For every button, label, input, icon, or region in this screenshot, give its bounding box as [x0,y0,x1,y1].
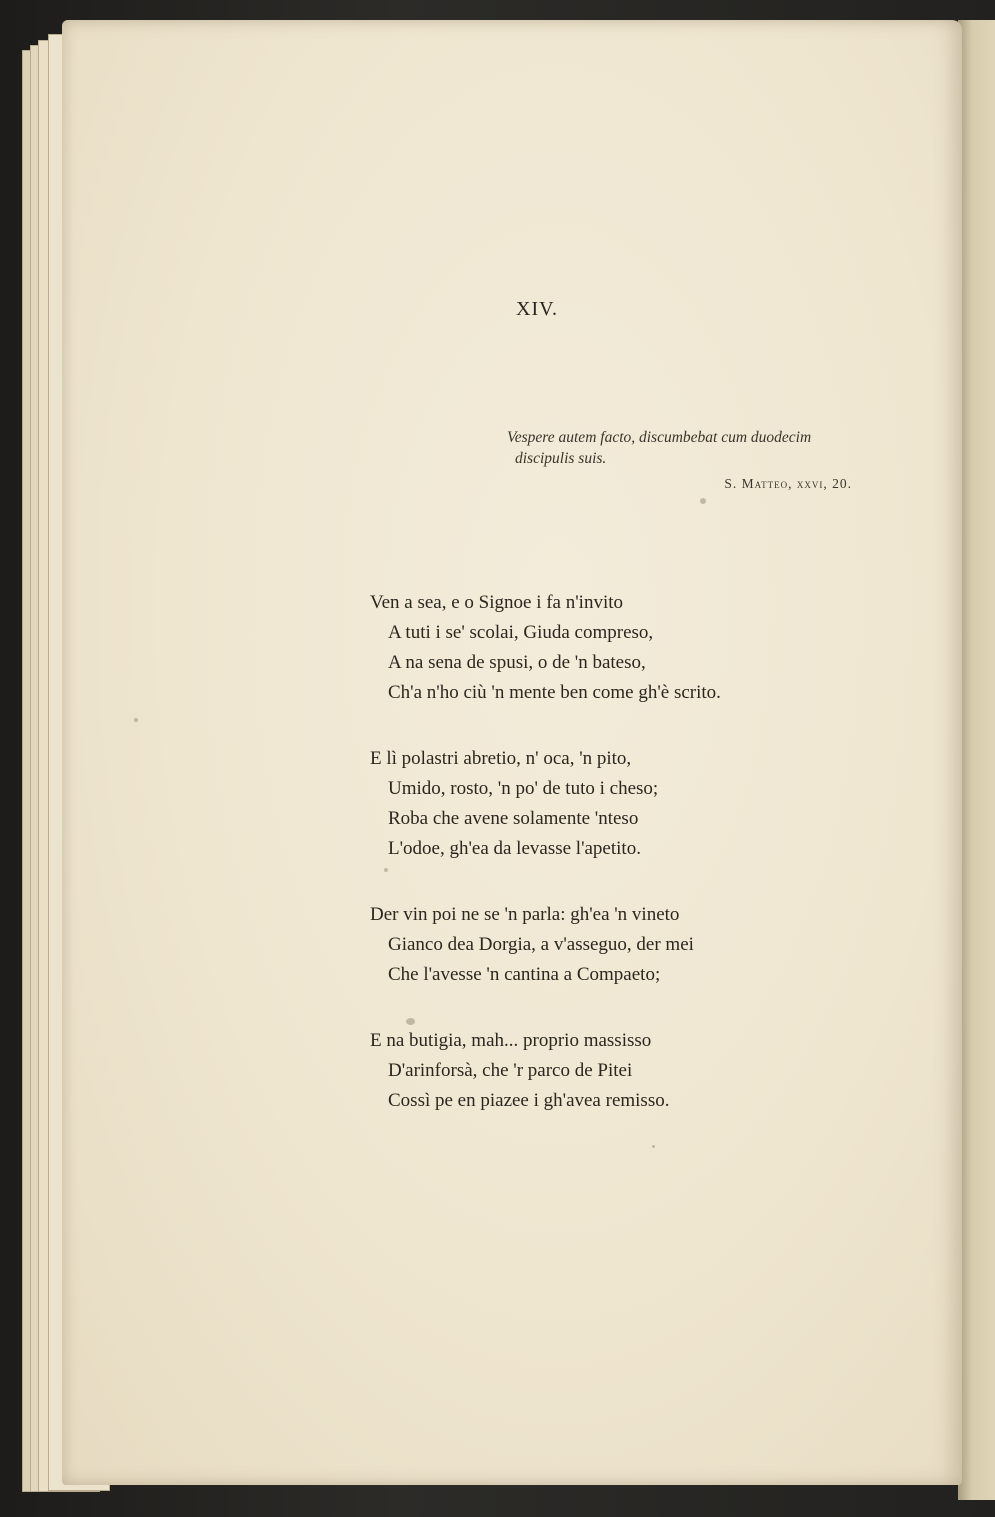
stanza-4 [370,1026,890,1116]
verse-line: Umido, rosto, 'n po' de tuto i cheso; [388,778,659,799]
verse-line: L'odoe, gh'ea da levasse l'apetito. [388,838,641,859]
verse-line: Cossì pe en piazee i gh'avea remisso. [388,1090,670,1111]
verse-line: E lì polastri abretio, n' oca, 'n pito, [370,748,632,769]
chapter-number: XIV. [516,298,558,320]
foxing-speck [134,718,138,722]
verse-line: Che l'avesse 'n cantina a Compaeto; [388,964,661,985]
foxing-speck [652,1145,655,1148]
foxing-speck [700,498,706,504]
epigraph-quote [507,427,907,469]
verse-line: D'arinforsà, che 'r parco de Pitei [388,1060,633,1081]
verse-line: A na sena de spusi, o de 'n bateso, [388,652,646,673]
stanza-2 [370,744,890,864]
foxing-speck [406,1018,415,1025]
facing-page-edge [958,20,995,1500]
epigraph-line: discipulis suis. [515,450,607,467]
epigraph-source: S. Matteo, xxvi, 20. [724,476,852,491]
verse-line: A tuti i se' scolai, Giuda compreso, [388,622,654,643]
verse-line: Roba che avene solamente 'nteso [388,808,639,829]
sonnet [370,588,890,1152]
verse-line: Der vin poi ne se 'n parla: gh'ea 'n vineto [370,904,680,925]
verse-line: Gianco dea Dorgia, a v'asseguo, der mei [388,934,694,955]
stanza-1 [370,588,890,708]
stanza-3 [370,900,890,990]
verse-line: E na butigia, mah... proprio massisso [370,1030,652,1051]
verse-line: Ven a sea, e o Signoe i fa n'invito [370,592,624,613]
epigraph-line: Vespere autem facto, discumbebat cum duodecim [507,429,812,446]
epigraph [507,427,907,492]
book-page [62,20,962,1485]
verse-line: Ch'a n'ho ciù 'n mente ben come gh'è scrito. [388,682,721,703]
foxing-speck [384,868,388,872]
